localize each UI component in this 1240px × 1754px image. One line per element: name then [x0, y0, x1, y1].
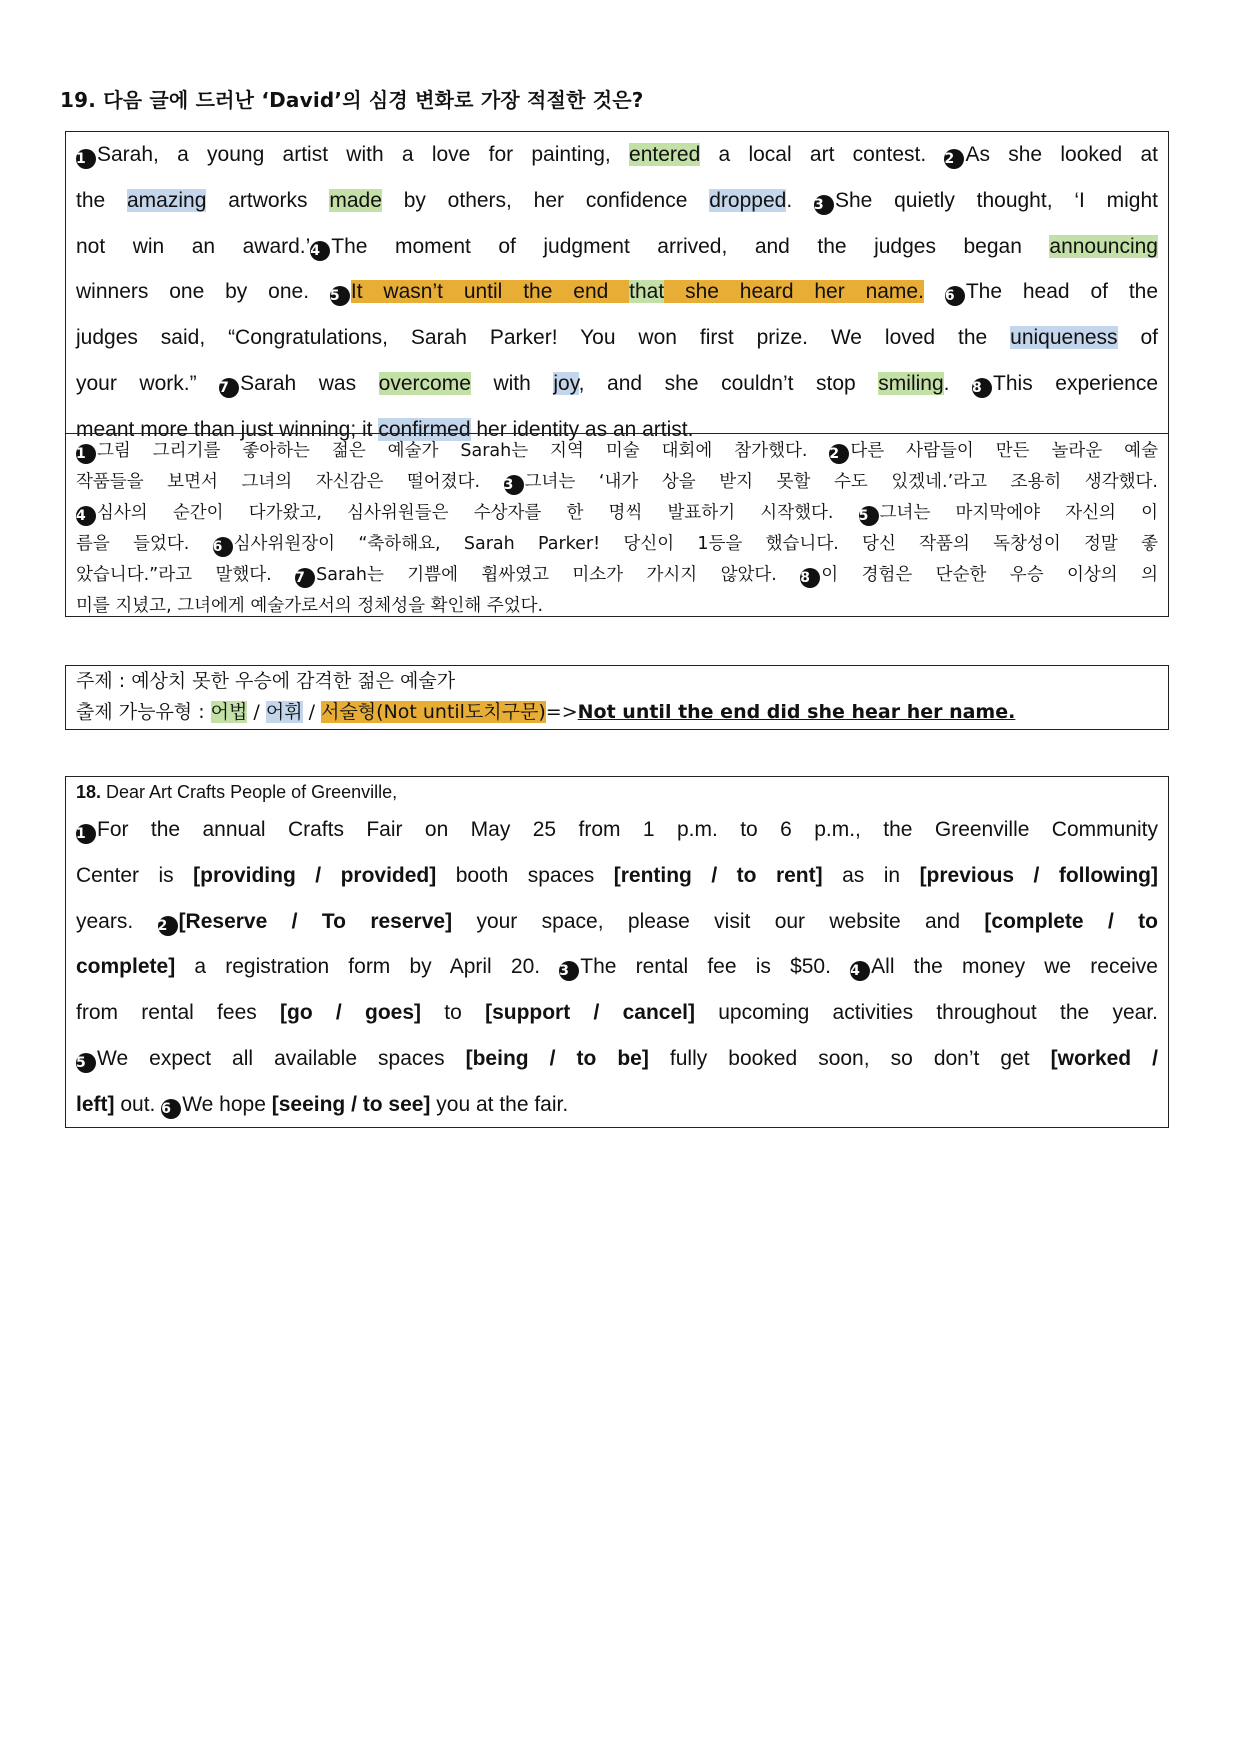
sentence-number-icon: 1: [76, 444, 96, 464]
question-19-theme-box: [65, 665, 1169, 730]
sentence-number-icon: 3: [814, 195, 834, 215]
text-segment: .: [786, 188, 814, 212]
sentence-number-icon: 4: [310, 241, 330, 261]
highlight-green: entered: [629, 143, 701, 166]
letter-greeting: [76, 777, 1158, 807]
text-line: [76, 990, 1158, 1036]
highlight-green: that: [629, 280, 665, 304]
text-segment: out.: [114, 1092, 162, 1116]
text-segment: of: [1117, 326, 1158, 350]
highlight-green: made: [329, 188, 382, 212]
question-19-passage: [65, 131, 1169, 441]
sentence-number-icon: 5: [76, 1053, 96, 1073]
text-segment: For the annual Crafts Fair on May 25 from 1 p.m. to 6 p.m., the Greenville Community: [97, 818, 1158, 841]
question-18-letter: [65, 776, 1169, 1128]
theme-line: [76, 666, 1158, 697]
text-segment: 미를 지녔고, 그녀에게 예술가로서의 정체성을 확인해 주었다.: [76, 596, 544, 616]
text-segment: winners one by one.: [76, 280, 330, 304]
text-segment: a local art contest.: [700, 143, 945, 166]
text-segment: 다른 사람들이 만든 놀라운 예술: [850, 441, 1158, 461]
text-line: [76, 1082, 1158, 1128]
text-line: [76, 315, 1158, 361]
text-segment: This experience: [993, 371, 1159, 395]
text-line: [76, 899, 1158, 945]
sentence-number-icon: 5: [330, 286, 350, 306]
sentence-number-icon: 5: [859, 506, 879, 526]
highlight-blue: amazing: [127, 188, 207, 212]
separator: /: [247, 701, 266, 723]
answer-choice: 18.: [76, 782, 102, 802]
highlight-orange: she heard her name.: [664, 280, 924, 304]
question-types-label: 출제 가능유형 :: [76, 701, 211, 723]
sentence-number-icon: 7: [219, 378, 239, 398]
question-19-title: 19. 다음 글에 드러난 ‘David’의 심경 변화로 가장 적절한 것은?: [60, 88, 644, 112]
text-segment: booth spaces: [436, 863, 614, 887]
answer-choice: [previous / following]: [919, 863, 1158, 887]
text-segment: Dear Art Crafts People of Greenville,: [101, 782, 398, 802]
text-segment: upcoming activities throughout the year.: [694, 1001, 1158, 1025]
text-segment: you at the fair.: [430, 1092, 569, 1116]
text-segment: We hope: [182, 1092, 272, 1116]
text-segment: 그녀는 ‘내가 상을 받지 못할 수도 있겠네.’라고 조용히 생각했다.: [524, 472, 1158, 492]
text-segment: meant more than just winning; it: [76, 417, 379, 441]
text-segment: judges said, “Congratulations, Sarah Parker! You won first prize. We loved the: [76, 326, 1011, 350]
highlight-green: overcome: [378, 371, 471, 395]
theme-text: 예상치 못한 우승에 감격한 젊은 예술가: [131, 670, 456, 692]
text-segment: .: [943, 371, 973, 395]
text-segment: by others, her confidence: [381, 188, 710, 212]
text-line: [76, 498, 1158, 529]
text-segment: The rental fee is $50.: [580, 955, 851, 979]
sentence-number-icon: 1: [76, 824, 96, 844]
highlight-blue: uniqueness: [1010, 326, 1118, 350]
highlight-orange: It wasn’t until the end: [350, 280, 630, 304]
answer-choice: [worked /: [1050, 1046, 1159, 1070]
question-types-line: [76, 697, 1158, 728]
answer-choice: complete]: [76, 955, 176, 979]
sentence-number-icon: 3: [559, 961, 579, 981]
sentence-number-icon: 3: [504, 475, 524, 495]
text-line: [76, 591, 1158, 622]
answer-choice: [go / goes]: [280, 1001, 422, 1025]
text-segment: 그녀는 마지막에야 자신의 이: [879, 503, 1158, 523]
theme-label: 주제 :: [76, 670, 132, 692]
highlight-green: smiling: [878, 371, 944, 395]
separator: /: [302, 701, 322, 723]
sentence-number-icon: 1: [76, 149, 96, 169]
text-segment: not win an award.’: [76, 234, 311, 258]
sentence-number-icon: 6: [213, 537, 233, 557]
text-line: [76, 853, 1158, 899]
text-segment: [924, 280, 945, 303]
sentence-number-icon: 8: [800, 568, 820, 588]
text-line: [76, 560, 1158, 591]
type-vocab-badge: 어휘: [265, 701, 303, 723]
text-segment: with: [470, 371, 554, 395]
answer-choice: [seeing / to see]: [271, 1092, 431, 1116]
text-segment: Sarah was: [240, 371, 379, 395]
arrow: =>: [545, 701, 578, 723]
text-line: [76, 944, 1158, 990]
text-segment: , and she couldn’t stop: [578, 371, 879, 395]
text-line: [76, 269, 1158, 315]
type-grammar-badge: 어법: [210, 701, 248, 723]
sentence-number-icon: 7: [295, 568, 315, 588]
text-line: [76, 436, 1158, 467]
answer-choice: [being / to be]: [465, 1046, 649, 1070]
text-line: [76, 807, 1158, 853]
text-segment: as in: [822, 863, 920, 887]
answer-choice: [support / cancel]: [485, 1001, 695, 1025]
text-segment: your space, please visit our website and: [452, 909, 985, 933]
highlight-green: announcing: [1049, 234, 1158, 258]
text-segment: The head of the: [965, 280, 1159, 304]
sentence-number-icon: 4: [850, 961, 870, 981]
highlight-blue: dropped: [709, 188, 787, 212]
text-line: [76, 224, 1158, 270]
highlight-blue: confirmed: [378, 417, 471, 441]
text-segment: 그림 그리기를 좋아하는 젊은 예술가 Sarah는 지역 미술 대회에 참가했다.: [97, 441, 830, 461]
answer-choice: [Reserve / To reserve]: [178, 909, 453, 933]
text-segment: Sarah는 기쁨에 휩싸였고 미소가 가시지 않았다.: [316, 565, 801, 585]
question-19-translation: [65, 433, 1169, 617]
text-segment: The moment of judgment arrived, and the judges began: [331, 234, 1050, 258]
text-line: [76, 361, 1158, 407]
text-segment: from rental fees: [76, 1001, 281, 1025]
answer-choice: [providing / provided]: [193, 863, 437, 887]
text-segment: artworks: [206, 188, 330, 212]
text-segment: your work.”: [76, 371, 220, 395]
model-answer: Not until the end did she hear her name.: [577, 701, 1016, 723]
sentence-number-icon: 6: [945, 286, 965, 306]
sentence-number-icon: 2: [944, 149, 964, 169]
text-segment: fully booked soon, so don’t get: [648, 1046, 1051, 1070]
text-segment: As she looked at: [965, 143, 1158, 166]
highlight-blue: joy: [553, 371, 579, 395]
text-line: [76, 178, 1158, 224]
answer-choice: [complete / to: [984, 909, 1158, 933]
text-segment: All the money we receive: [871, 955, 1158, 979]
text-segment: We expect all available spaces: [97, 1046, 466, 1070]
text-line: [76, 132, 1158, 178]
text-segment: 작품들을 보면서 그녀의 자신감은 떨어졌다.: [76, 472, 504, 492]
sentence-number-icon: 4: [76, 506, 96, 526]
text-segment: to: [421, 1001, 486, 1025]
answer-choice: left]: [76, 1092, 115, 1116]
text-segment: Sarah, a young artist with a love for painting,: [97, 143, 630, 166]
sentence-number-icon: 6: [161, 1099, 181, 1119]
text-segment: 이 경험은 단순한 우승 이상의 의: [821, 565, 1159, 585]
text-segment: her identity as an artist.: [470, 417, 694, 441]
text-segment: years.: [76, 909, 158, 933]
text-segment: 심사위원장이 “축하해요, Sarah Parker! 당신이 1등을 했습니다. 당신 작품의 독창성이 정말 좋: [233, 534, 1158, 554]
text-line: [76, 529, 1158, 560]
sentence-number-icon: 2: [829, 444, 849, 464]
text-segment: 심사의 순간이 다가왔고, 심사위원들은 수상자를 한 명씩 발표하기 시작했다.: [97, 503, 859, 523]
text-segment: 았습니다.”라고 말했다.: [76, 565, 296, 585]
text-segment: the: [76, 188, 127, 212]
letter-body: [76, 807, 1158, 1128]
text-line: [76, 467, 1158, 498]
sentence-number-icon: 8: [972, 378, 992, 398]
answer-choice: [renting / to rent]: [613, 863, 823, 887]
type-writing-badge: 서술형(Not until도치구문): [321, 701, 546, 723]
text-segment: a registration form by April 20.: [175, 955, 560, 979]
sentence-number-icon: 2: [158, 916, 178, 936]
text-segment: 름을 들었다.: [76, 534, 213, 554]
text-line: [76, 1036, 1158, 1082]
text-segment: She quietly thought, ‘I might: [834, 188, 1158, 212]
text-segment: Center is: [76, 863, 194, 887]
